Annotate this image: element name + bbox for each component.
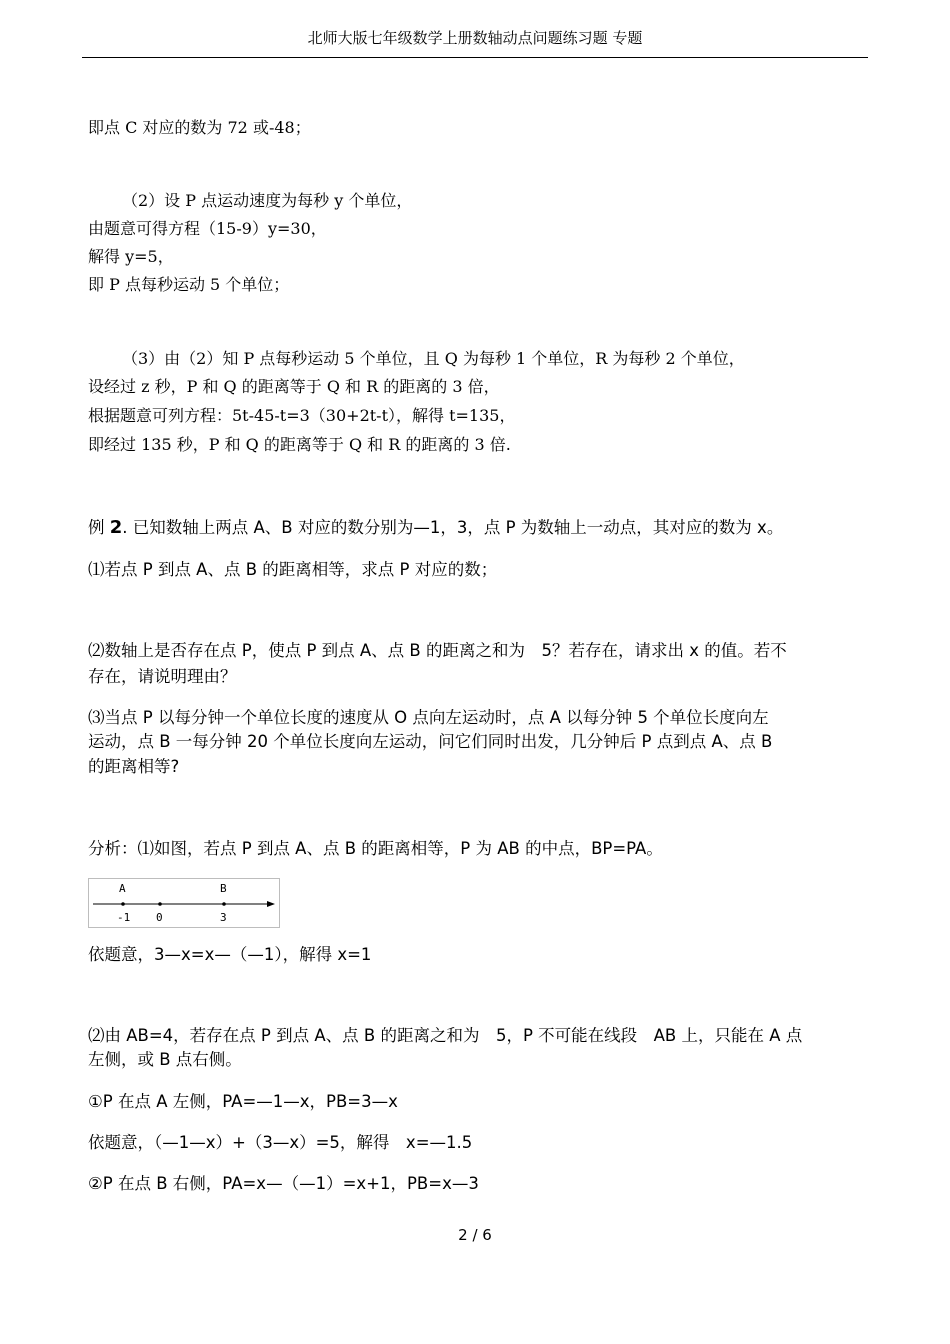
tick-label: 3 — [220, 911, 227, 924]
point-label-b: B — [220, 882, 227, 895]
analysis-1: 分析：⑴如图，若点 P 到点 A、点 B 的距离相等，P 为 AB 的中点，BP=PA。 — [88, 839, 663, 858]
header-divider — [82, 57, 868, 58]
example-label: 例 — [88, 518, 105, 537]
tick-label: -1 — [117, 911, 131, 924]
question-2-line: ⑵数轴上是否存在点 P，使点 P 到点 A、点 B 的距离之和为 5？若存在，请求出 x 的值。若不 — [88, 641, 787, 660]
text-line: 即经过 135 秒，P 和 Q 的距离等于 Q 和 R 的距离的 3 倍. — [88, 435, 511, 454]
example-number: 2 — [109, 517, 123, 538]
question-2-line: 存在，请说明理由？ — [88, 667, 237, 686]
point-a-dot — [121, 902, 125, 906]
text-line: 由题意可得方程（15-9）y=30， — [88, 219, 327, 238]
question-3-line: ⑶当点 P 以每分钟一个单位长度的速度从 O 点向左运动时，点 A 以每分钟 5 个单位长度向左 — [88, 708, 769, 727]
page-number: 2 / 6 — [458, 1226, 492, 1244]
text-line: 根据题意可列方程：5t-45-t=3（30+2t-t），解得 t=135， — [88, 406, 516, 425]
question-3-line: 的距离相等? — [88, 757, 180, 776]
text-line: 即 P 点每秒运动 5 个单位； — [88, 275, 290, 294]
text-line: （3）由（2）知 P 点每秒运动 5 个单位，且 Q 为每秒 1 个单位，R 为每秒 2 个单位， — [122, 349, 745, 368]
tick-label: 0 — [156, 911, 163, 924]
analysis-2-line: 左侧，或 B 点右侧。 — [88, 1050, 242, 1069]
axis-arrow-icon — [267, 901, 275, 907]
question-3-line: 运动，点 B 一每分钟 20 个单位长度向左运动，问它们同时出发，几分钟后 P 点到点 A、点 B — [88, 732, 773, 751]
analysis-1-solution: 依题意，3—x=x—（—1），解得 x=1 — [88, 945, 372, 964]
page-header: 北师大版七年级数学上册数轴动点问题练习题 专题 — [307, 29, 643, 47]
point-b-dot — [222, 902, 226, 906]
analysis-2-line: ②P 在点 B 右侧，PA=x—（—1）=x+1，PB=x—3 — [88, 1174, 479, 1193]
text-line: 设经过 z 秒，P 和 Q 的距离等于 Q 和 R 的距离的 3 倍， — [88, 377, 500, 396]
point-label-a: A — [119, 882, 126, 895]
analysis-2-line: 依题意，（—1—x）+（3—x）=5，解得 x=—1.5 — [88, 1133, 473, 1152]
analysis-2-line: ①P 在点 A 左侧，PA=—1—x，PB=3—x — [88, 1092, 398, 1111]
point-origin-dot — [158, 902, 162, 906]
text-line: 解得 y=5， — [88, 247, 174, 266]
example-2-heading — [88, 517, 783, 539]
text-line: （2）设 P 点运动速度为每秒 y 个单位， — [122, 191, 413, 210]
example-statement: . 已知数轴上两点 A、B 对应的数分别为—1，3，点 P 为数轴上一动点，其对应的数为 x。 — [122, 518, 784, 537]
question-1: ⑴若点 P 到点 A、点 B 的距离相等，求点 P 对应的数； — [88, 560, 498, 579]
number-line-figure — [88, 878, 280, 928]
text-line: 即点 C 对应的数为 72 或-48； — [88, 118, 311, 137]
analysis-2-line: ⑵由 AB=4，若存在点 P 到点 A、点 B 的距离之和为 5，P 不可能在线段 AB 上，只能在 A 点 — [88, 1026, 803, 1045]
